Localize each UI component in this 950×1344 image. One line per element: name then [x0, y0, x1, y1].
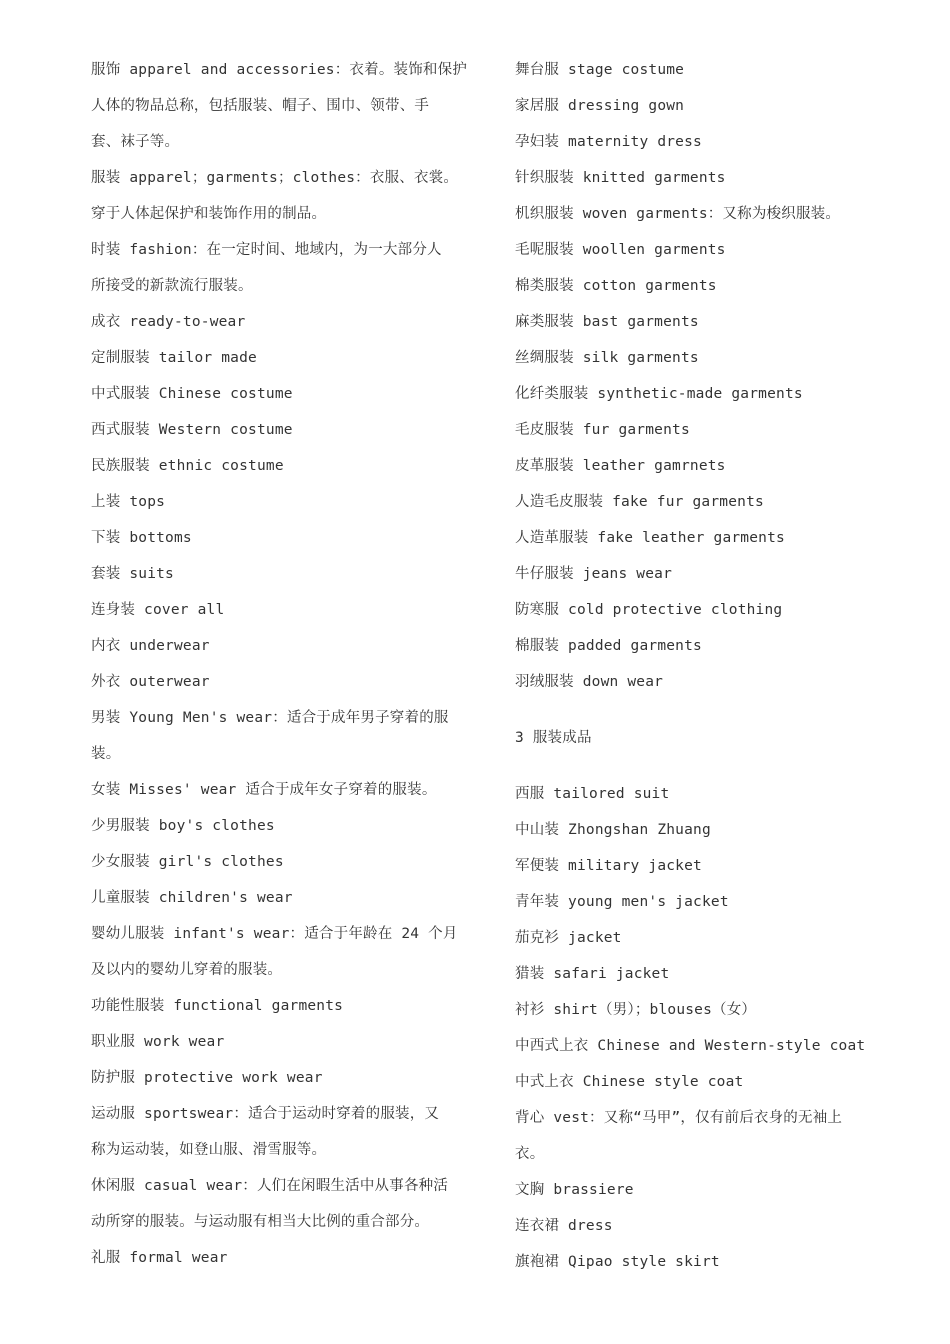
text-line: 内衣 underwear [91, 638, 210, 654]
text-line: 外衣 outerwear [91, 674, 210, 690]
text-line: 麻类服装 bast garments [515, 314, 699, 330]
text-line: 军便装 military jacket [515, 858, 702, 874]
text-line: 丝绸服装 silk garments [515, 350, 699, 366]
section-gap [515, 700, 910, 720]
text-line: 牛仔服装 jeans wear [515, 566, 673, 582]
text-line: 及以内的婴幼儿穿着的服装。 [91, 962, 283, 978]
text-line: 动所穿的服装。与运动服有相当大比例的重合部分。 [91, 1214, 430, 1230]
text-line: 时装 fashion：在一定时间、地域内，为一大部分人 [91, 242, 442, 258]
text-line: 少女服装 girl's clothes [91, 854, 284, 870]
text-line: 中山装 Zhongshan Zhuang [515, 822, 711, 838]
text-line: 所接受的新款流行服装。 [91, 278, 253, 294]
text-line: 运动服 sportswear：适合于运动时穿着的服装，又 [91, 1106, 440, 1122]
text-line: 棉类服装 cotton garments [515, 278, 717, 294]
text-line: 成衣 ready-to-wear [91, 314, 246, 330]
text-line: 毛皮服装 fur garments [515, 422, 690, 438]
section-heading: 3 服装成品 [515, 730, 592, 746]
text-line: 休闲服 casual wear：人们在闲暇生活中从事各种活 [91, 1178, 449, 1194]
text-line: 化纤类服装 synthetic-made garments [515, 386, 803, 402]
text-line: 西服 tailored suit [515, 786, 670, 802]
text-line: 职业服 work wear [91, 1034, 225, 1050]
text-line: 针织服装 knitted garments [515, 170, 726, 186]
text-line: 茄克衫 jacket [515, 930, 622, 946]
text-line: 男装 Young Men's wear：适合于成年男子穿着的服 [91, 710, 449, 726]
text-line: 连衣裙 dress [515, 1218, 613, 1234]
text-line: 套、袜子等。 [91, 134, 180, 150]
right-column [515, 52, 910, 1280]
text-line: 衣。 [515, 1146, 545, 1162]
text-line: 防寒服 cold protective clothing [515, 602, 783, 618]
text-line: 文胸 brassiere [515, 1182, 634, 1198]
text-line: 女装 Misses' wear 适合于成年女子穿着的服装。 [91, 782, 437, 798]
text-line: 皮革服装 leather gamrnets [515, 458, 726, 474]
text-line: 婴幼儿服装 infant's wear：适合于年龄在 24 个月 [91, 926, 458, 942]
text-line: 服装 apparel；garments；clothes：衣服、衣裳。 [91, 170, 459, 186]
text-line: 少男服装 boy's clothes [91, 818, 275, 834]
text-line: 西式服装 Western costume [91, 422, 293, 438]
text-line: 孕妇装 maternity dress [515, 134, 702, 150]
text-line: 人造革服装 fake leather garments [515, 530, 785, 546]
text-line: 上装 tops [91, 494, 166, 510]
text-line: 服饰 apparel and accessories：衣着。装饰和保护 [91, 62, 468, 78]
left-column [91, 52, 491, 1276]
text-line: 礼服 formal wear [91, 1250, 228, 1266]
text-line: 中西式上衣 Chinese and Western-style coat [515, 1038, 866, 1054]
text-line: 棉服装 padded garments [515, 638, 702, 654]
text-line: 猎装 safari jacket [515, 966, 670, 982]
text-line: 防护服 protective work wear [91, 1070, 323, 1086]
text-line: 旗袍裙 Qipao style skirt [515, 1254, 720, 1270]
text-line: 毛呢服装 woollen garments [515, 242, 726, 258]
text-line: 称为运动装，如登山服、滑雪服等。 [91, 1142, 327, 1158]
text-line: 下装 bottoms [91, 530, 192, 546]
text-line: 民族服装 ethnic costume [91, 458, 284, 474]
text-line: 中式上衣 Chinese style coat [515, 1074, 744, 1090]
text-line: 机织服装 woven garments：又称为梭织服装。 [515, 206, 841, 222]
text-line: 中式服装 Chinese costume [91, 386, 293, 402]
text-line: 装。 [91, 746, 121, 762]
text-line: 定制服装 tailor made [91, 350, 257, 366]
text-line: 青年装 young men's jacket [515, 894, 729, 910]
text-line: 穿于人体起保护和装饰作用的制品。 [91, 206, 327, 222]
text-line: 家居服 dressing gown [515, 98, 685, 114]
text-line: 儿童服装 children's wear [91, 890, 293, 906]
text-line: 人造毛皮服装 fake fur garments [515, 494, 764, 510]
text-line: 背心 vest：又称“马甲”，仅有前后衣身的无袖上 [515, 1110, 843, 1126]
text-line: 人体的物品总称，包括服装、帽子、围巾、领带、手 [91, 98, 430, 114]
text-line: 功能性服装 functional garments [91, 998, 344, 1014]
text-line: 衬衫 shirt（男）；blouses（女） [515, 1002, 757, 1018]
text-line: 连身装 cover all [91, 602, 225, 618]
text-line: 套装 suits [91, 566, 174, 582]
text-line: 羽绒服装 down wear [515, 674, 664, 690]
text-line: 舞台服 stage costume [515, 62, 685, 78]
